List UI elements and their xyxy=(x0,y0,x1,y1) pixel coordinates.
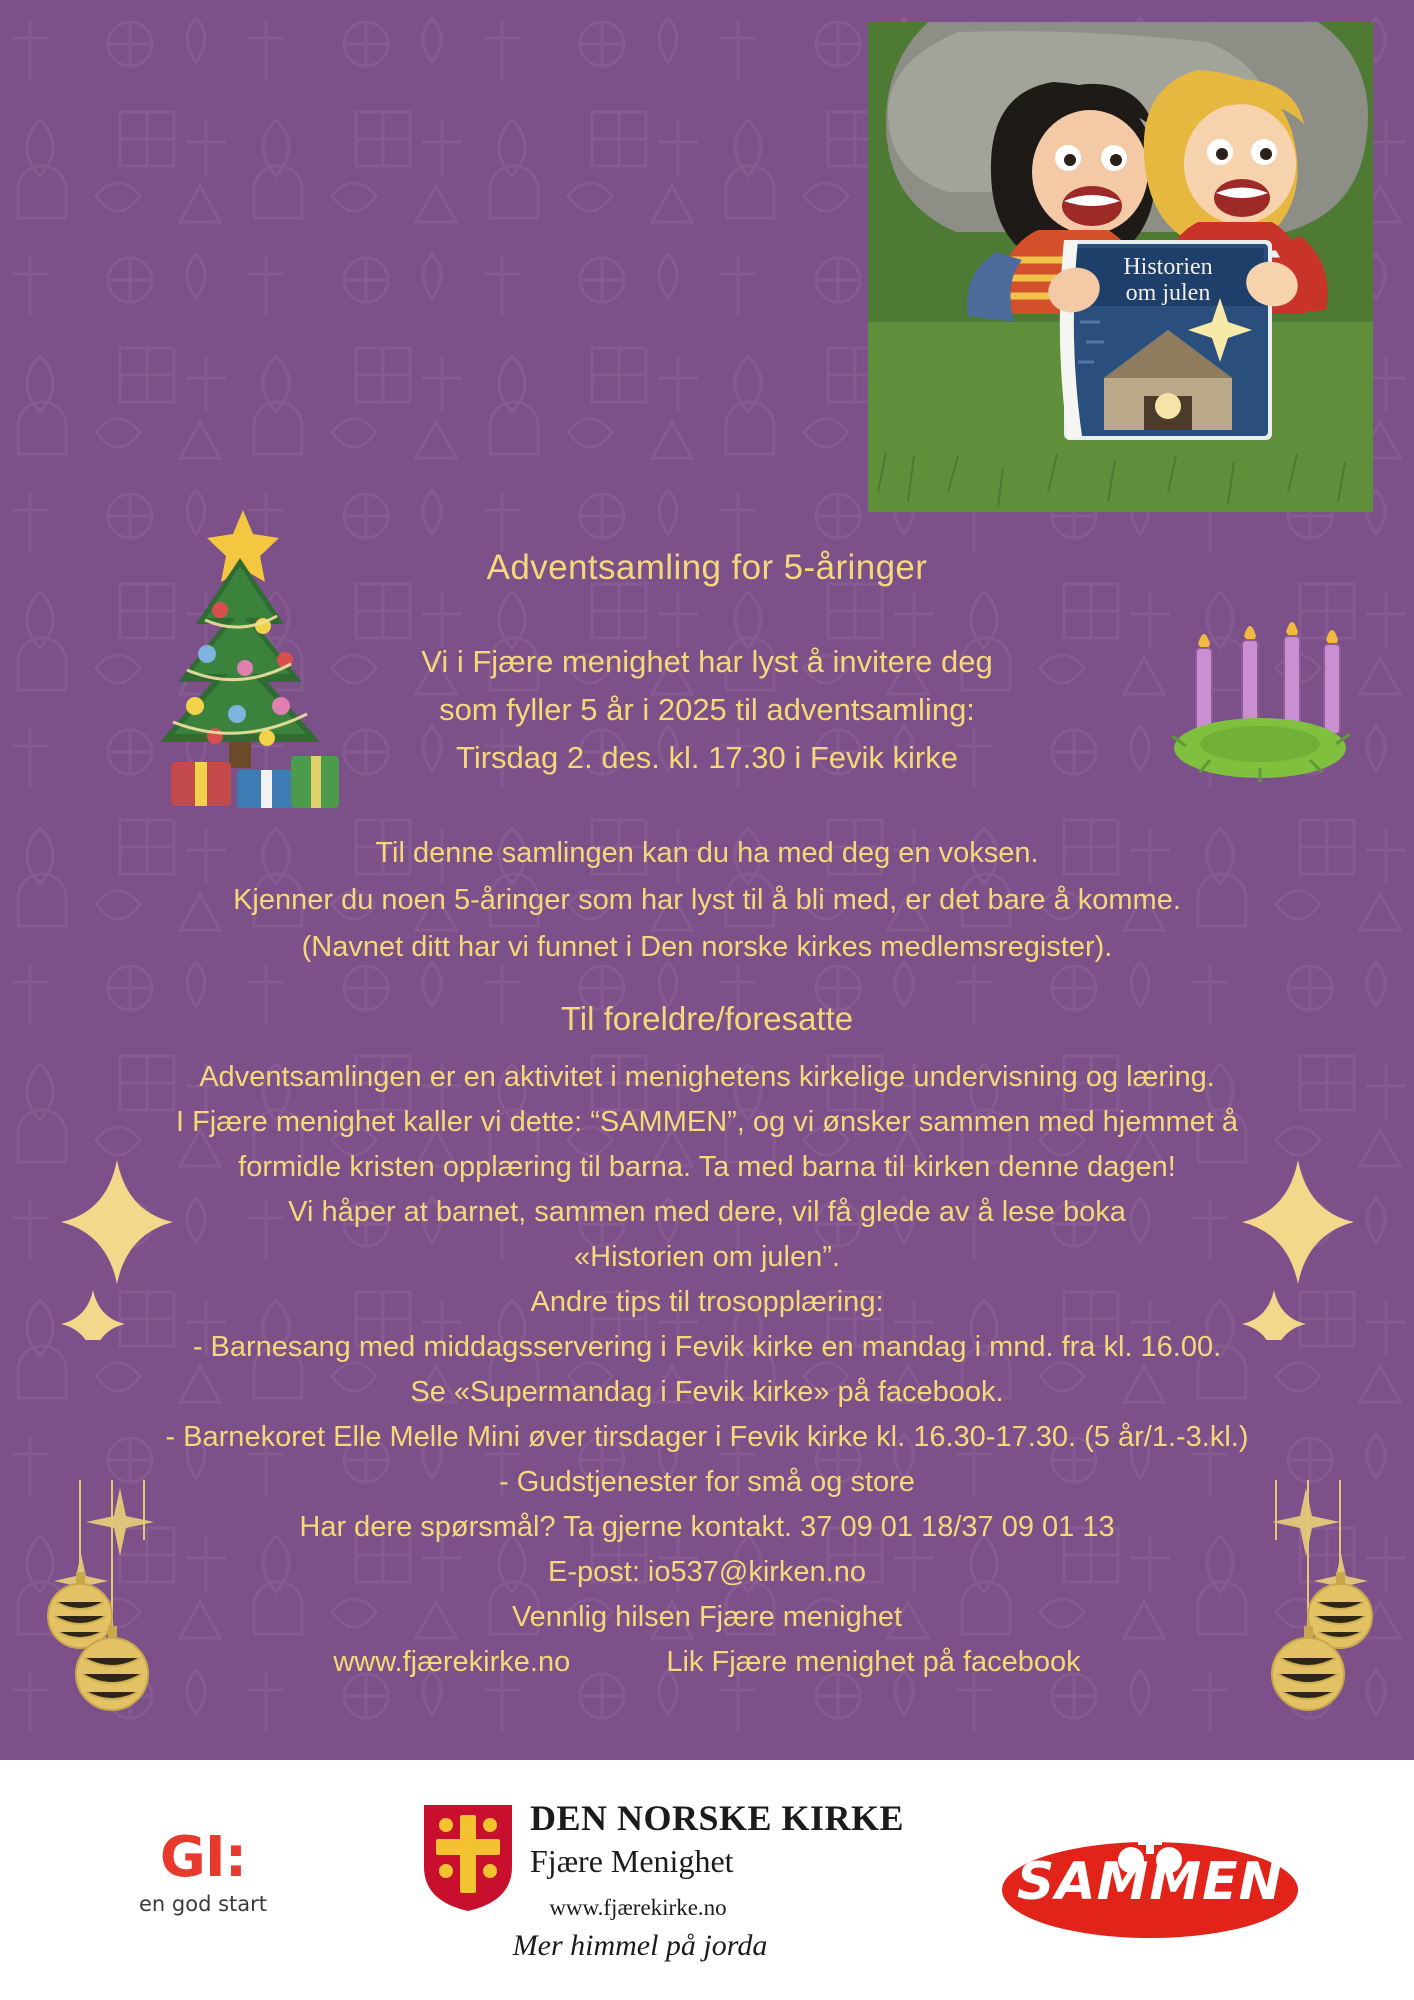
page-title: Adventsamling for 5-åringer xyxy=(486,548,928,587)
parents-line: Andre tips til trosopplæring: xyxy=(530,1286,884,1318)
intro-block xyxy=(0,638,1414,782)
web-and-facebook-line xyxy=(0,1640,1414,1685)
gi-logo xyxy=(118,1825,288,1916)
invitation-details xyxy=(0,830,1414,971)
svg-text:Historien: Historien xyxy=(1123,254,1213,280)
parents-line: Vi håper at barnet, sammen med dere, vil få glede av å lese boka xyxy=(288,1196,1126,1228)
parents-line: - Barnesang med middagsservering i Fevik kirke en mandag i mnd. fra kl. 16.00. xyxy=(192,1331,1222,1363)
contact-phone-line: Har dere spørsmål? Ta gjerne kontakt. 37 09 01 18/37 09 01 13 xyxy=(299,1511,1115,1543)
intro-line-3: Tirsdag 2. des. kl. 17.30 i Fevik kirke xyxy=(456,740,958,775)
parents-section-body xyxy=(0,1055,1414,1685)
parents-line: formidle kristen opplæring til barna. Ta med barna til kirken denne dagen! xyxy=(238,1151,1176,1183)
greeting-line: Vennlig hilsen Fjære menighet xyxy=(511,1601,903,1633)
intro-line-1: Vi i Fjære menighet har lyst å invitere deg xyxy=(421,644,993,679)
mid-line-3: (Navnet ditt har vi funnet i Den norske kirkes medlemsregister). xyxy=(301,931,1113,963)
gi-logo-mark: GI: xyxy=(159,1825,247,1890)
intro-line-2: som fyller 5 år i 2025 til adventsamling: xyxy=(439,692,975,727)
puppets-photo xyxy=(868,22,1373,512)
dnk-title: DEN NORSKE KIRKE xyxy=(530,1798,905,1838)
parents-section-heading: Til foreldre/foresatte xyxy=(560,1000,854,1037)
dnk-slogan: Mer himmel på jorda xyxy=(512,1929,768,1962)
parents-line: Adventsamlingen er en aktivitet i menighetens kirkelige undervisning og læring. xyxy=(199,1061,1215,1093)
mid-line-1: Til denne samlingen kan du ha med deg en voksen. xyxy=(375,837,1039,869)
gi-logo-tagline: en god start xyxy=(139,1892,267,1916)
svg-text:om julen: om julen xyxy=(1125,280,1211,306)
facebook-text: Lik Fjære menighet på facebook xyxy=(666,1646,1081,1678)
parents-line: - Gudstjenester for små og store xyxy=(499,1466,915,1498)
mid-line-2: Kjenner du noen 5-åringer som har lyst til å bli med, er det bare å komme. xyxy=(233,884,1181,916)
parents-line: I Fjære menighet kaller vi dette: “SAMMEN”, og vi ønsker sammen med hjemmet å xyxy=(175,1106,1239,1138)
parents-line: Se «Supermandag i Fevik kirke» på facebook. xyxy=(410,1376,1004,1408)
parents-line: «Historien om julen”. xyxy=(574,1241,840,1273)
sammen-logo-text: SAMMEN xyxy=(1016,1852,1284,1912)
sammen-logo xyxy=(1000,1830,1300,1940)
dnk-parish-name: Fjære Menighet xyxy=(530,1843,734,1879)
dnk-website: www.fjærekirke.no xyxy=(549,1895,727,1920)
website-text: www.fjærekirke.no xyxy=(333,1646,571,1678)
parents-line: - Barnekoret Elle Melle Mini øver tirsdager i Fevik kirke kl. 16.30-17.30. (5 år/1.-3.kl.) xyxy=(165,1421,1249,1453)
contact-email-line: E-post: io537@kirken.no xyxy=(548,1556,866,1588)
